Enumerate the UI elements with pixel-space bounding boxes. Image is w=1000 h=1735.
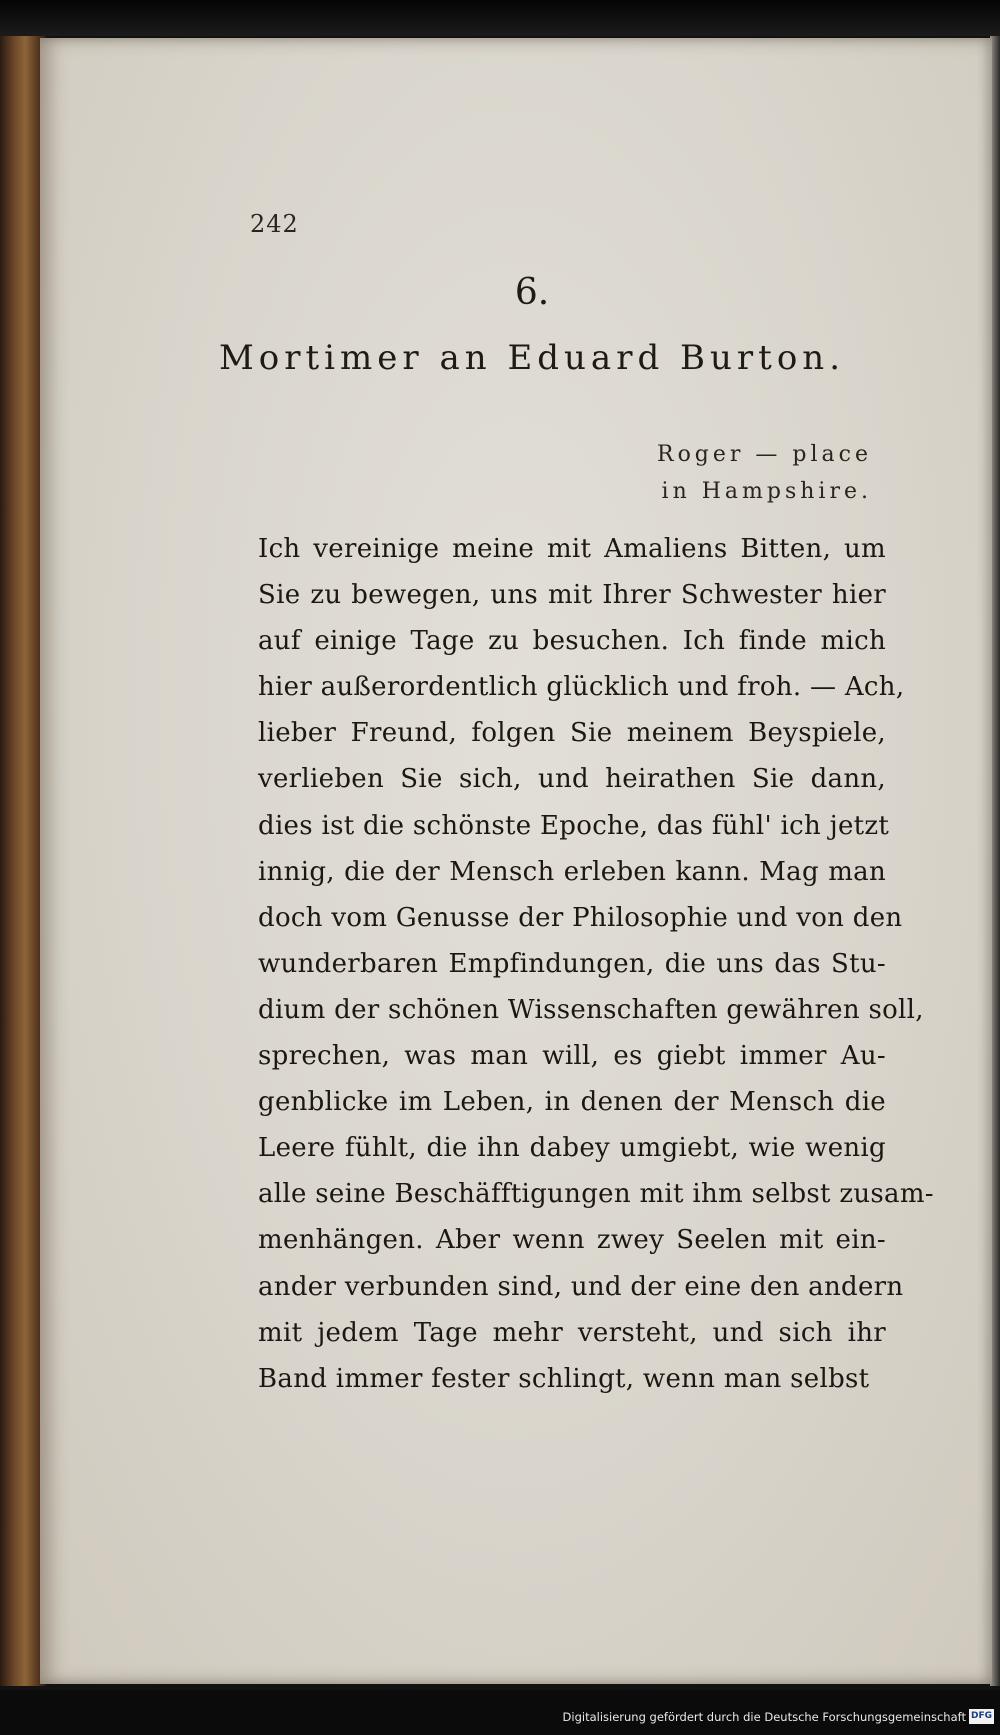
body-line: Sie zu bewegen, uns mit Ihrer Schwester hier xyxy=(258,580,886,611)
body-line: sprechen, was man will, es giebt immer Au- xyxy=(258,1041,886,1072)
page-number: 242 xyxy=(250,210,299,238)
body-line: alle seine Beschäfftigungen mit ihm selbst zusam- xyxy=(258,1179,934,1210)
body-line: Leere fühlt, die ihn dabey umgiebt, wie wenig xyxy=(258,1133,886,1164)
body-line: lieber Freund, folgen Sie meinem Beyspiele, xyxy=(258,718,886,749)
body-line: hier außerordentlich glücklich und froh. — Ach, xyxy=(258,672,905,703)
body-line: doch vom Genusse der Philosophie und von den xyxy=(258,902,903,933)
body-line: dium der schönen Wissenschaften gewähren soll, xyxy=(258,994,924,1025)
body-line: dies ist die schönste Epoche, das fühl' ich jetzt xyxy=(258,810,890,841)
body-line: verlieben Sie sich, und heirathen Sie dann, xyxy=(258,764,886,795)
letter-body xyxy=(258,526,934,1402)
body-line: mit jedem Tage mehr versteht, und sich ihr xyxy=(258,1317,886,1348)
funding-credit: Digitalisierung gefördert durch die Deutsche Forschungsgemeinschaft xyxy=(562,1710,966,1724)
body-line: genblicke im Leben, in denen der Mensch die xyxy=(258,1087,886,1118)
letter-number: 6. xyxy=(514,272,550,313)
body-line: menhängen. Aber wenn zwey Seelen mit ein- xyxy=(258,1225,886,1256)
body-line: ander verbunden sind, und der eine den andern xyxy=(258,1271,904,1302)
body-line: Band immer fester schlingt, wenn man selbst xyxy=(258,1363,870,1394)
body-line: auf einige Tage zu besuchen. Ich finde mich xyxy=(258,626,886,657)
letter-place xyxy=(657,436,872,510)
body-line: wunderbaren Empfindungen, die uns das Stu- xyxy=(258,948,886,979)
dfg-logo: DFG xyxy=(969,1709,994,1724)
body-line: Ich vereinige meine mit Amaliens Bitten, um xyxy=(258,534,886,564)
scan-top-border xyxy=(0,0,1000,36)
letter-title: Mortimer an Eduard Burton. xyxy=(218,338,846,378)
place-line: in Hampshire. xyxy=(661,479,872,504)
body-line: innig, die der Mensch erleben kann. Mag man xyxy=(258,856,886,887)
place-line: Roger — place xyxy=(657,442,872,467)
